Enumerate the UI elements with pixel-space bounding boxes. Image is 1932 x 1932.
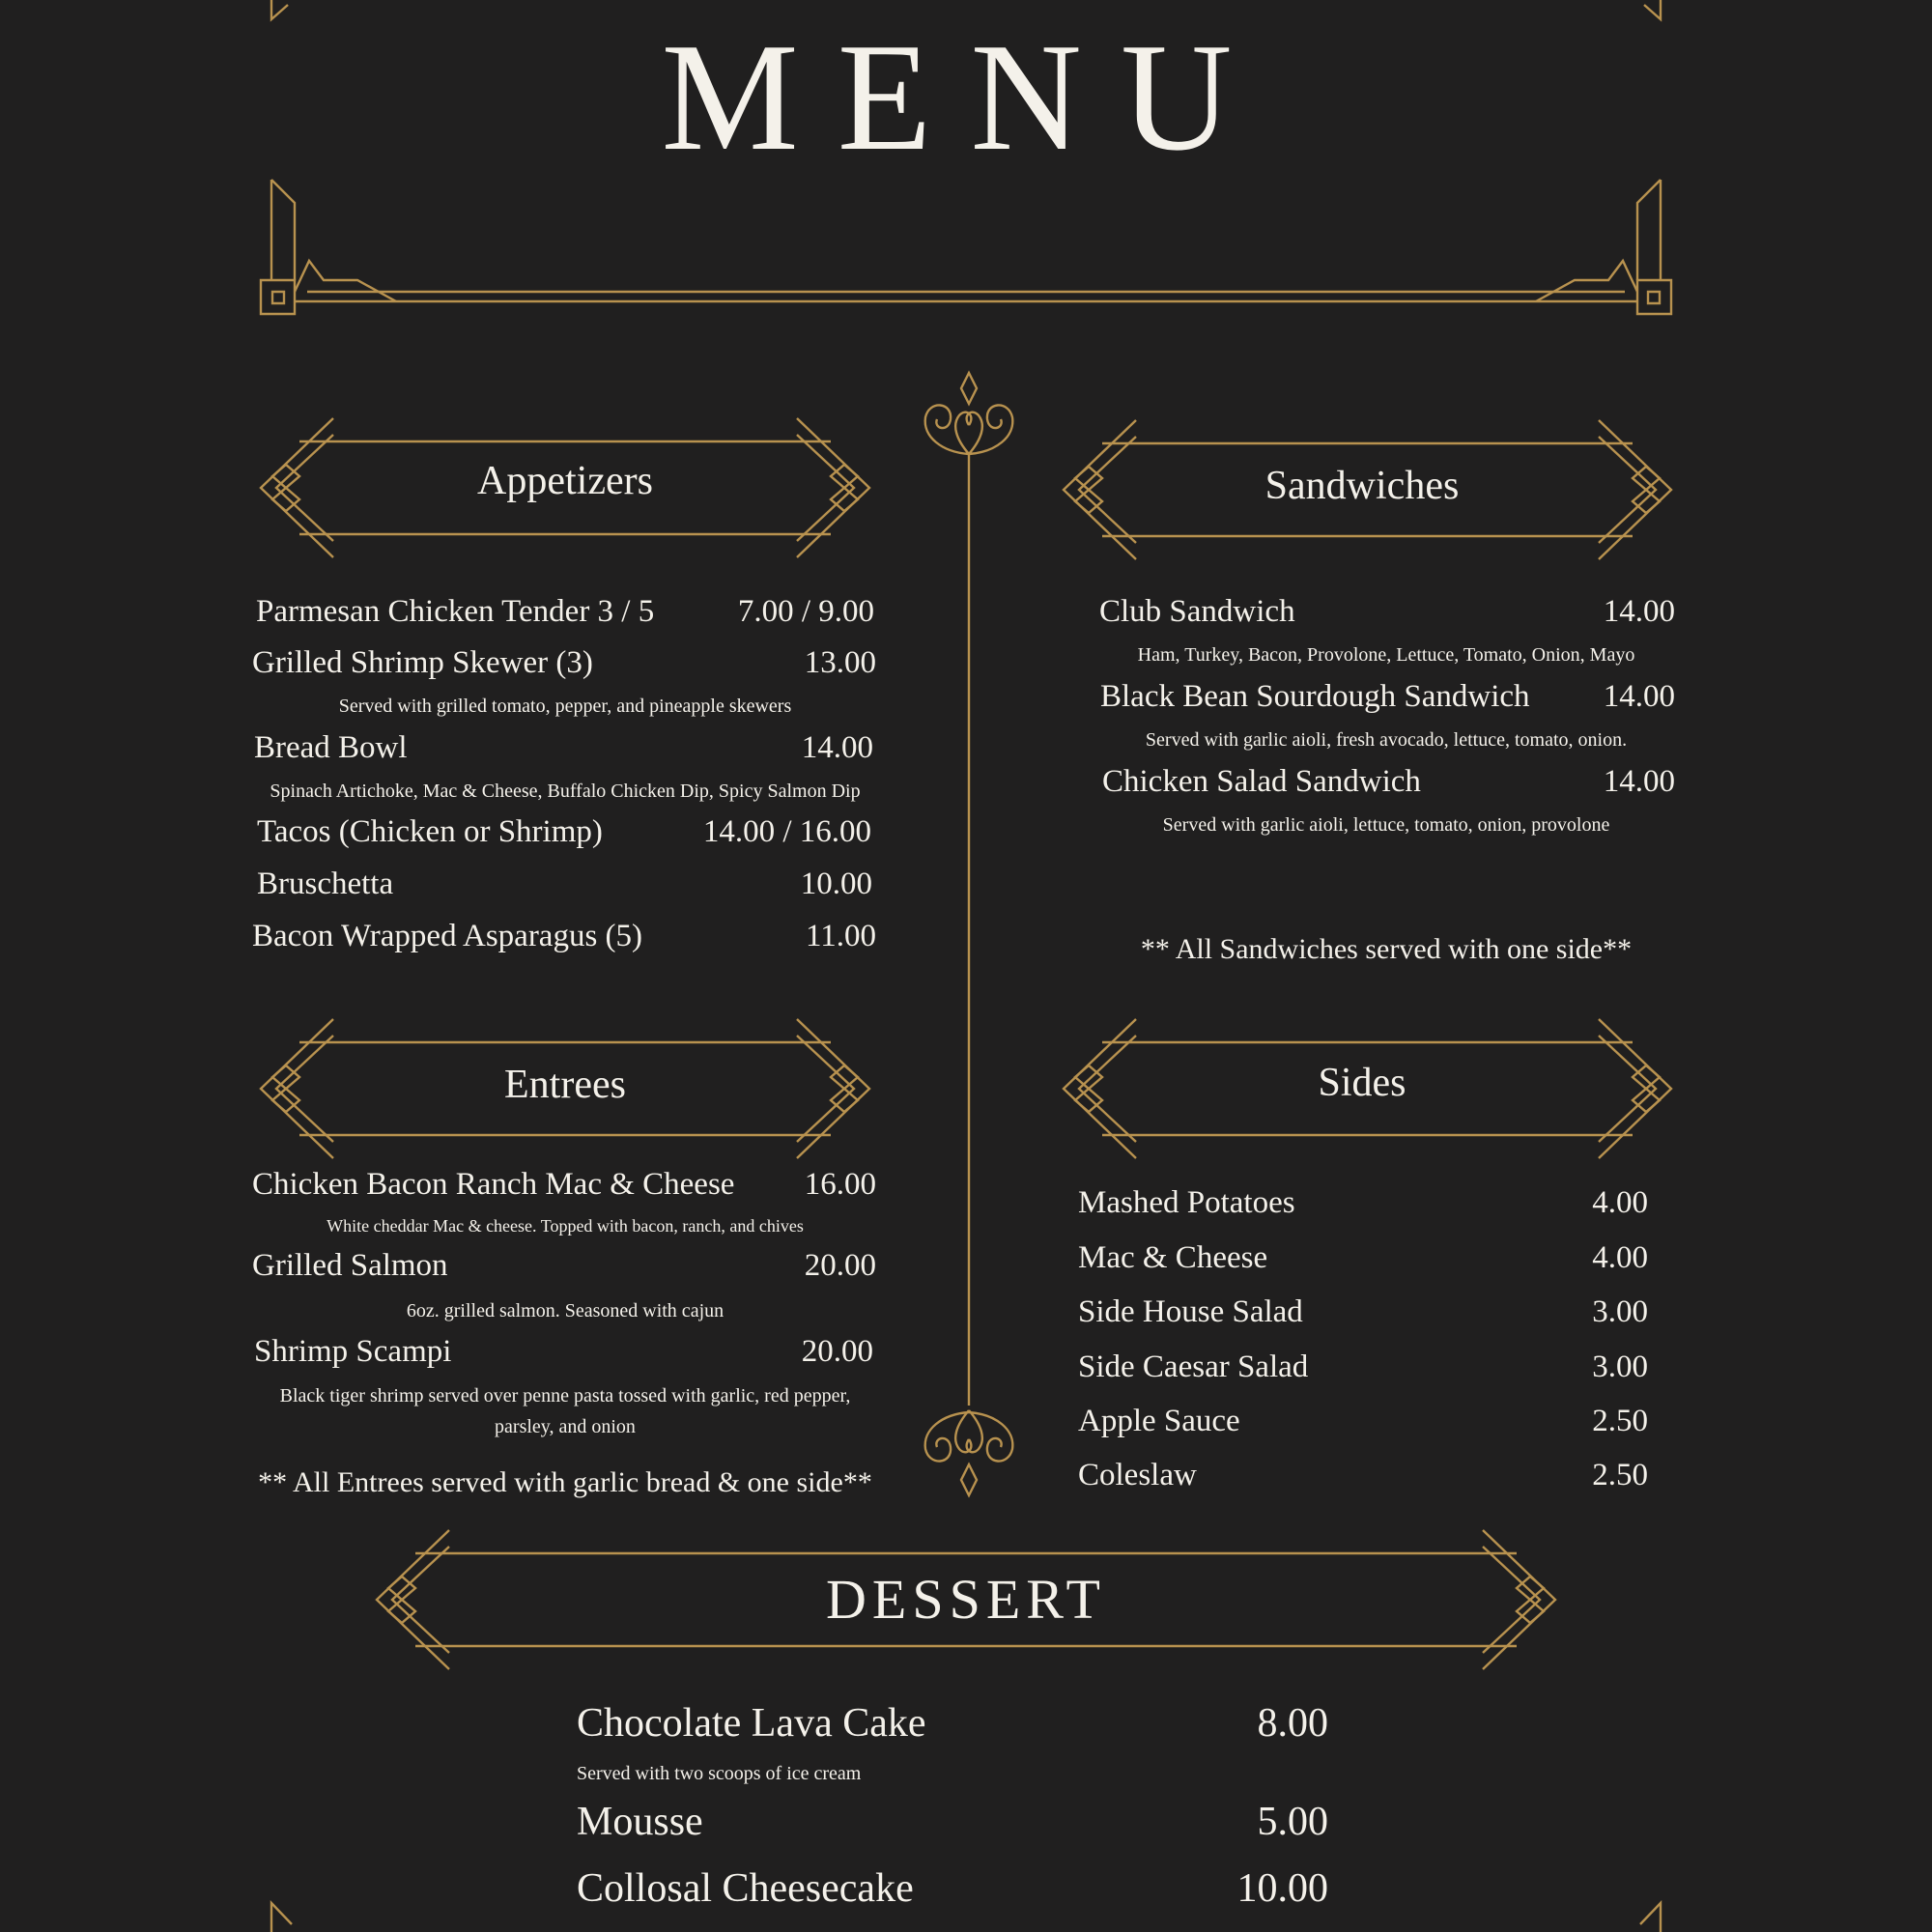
- bottom-left-corner-stub: [271, 1903, 292, 1932]
- item-name: Chicken Salad Sandwich: [1102, 764, 1421, 799]
- item-description: Served with garlic aioli, fresh avocado, lettuce, tomato, onion.: [1145, 729, 1628, 751]
- top-left-corner-stub: [271, 0, 288, 19]
- item-name: Club Sandwich: [1099, 594, 1295, 629]
- appetizers-heading: Appetizers: [477, 459, 653, 503]
- item-price: 14.00: [1603, 764, 1675, 799]
- sandwiches-heading: Sandwiches: [1264, 464, 1460, 508]
- item-description: 6oz. grilled salmon. Seasoned with cajun: [406, 1300, 724, 1321]
- item-price: 14.00: [801, 730, 873, 765]
- entrees-note: ** All Entrees served with garlic bread & one side**: [258, 1466, 872, 1498]
- item-name: Side House Salad: [1078, 1294, 1303, 1329]
- item-price: 13.00: [804, 645, 876, 680]
- item-name: Chocolate Lava Cake: [577, 1701, 926, 1746]
- item-name: Tacos (Chicken or Shrimp): [257, 814, 603, 849]
- top-right-corner-stub: [1644, 0, 1661, 19]
- item-price: 14.00: [1603, 679, 1675, 714]
- entrees-heading: Entrees: [504, 1063, 626, 1107]
- sides-heading: Sides: [1318, 1061, 1406, 1105]
- item-description: Served with two scoops of ice cream: [577, 1763, 862, 1784]
- item-name: Mousse: [577, 1800, 703, 1844]
- item-description: Served with garlic aioli, lettuce, tomato, onion, provolone: [1162, 814, 1610, 836]
- item-name: Collosal Cheesecake: [577, 1866, 914, 1911]
- item-price: 3.00: [1592, 1294, 1648, 1329]
- item-name: Chicken Bacon Ranch Mac & Cheese: [252, 1167, 735, 1202]
- item-price: 11.00: [805, 919, 876, 953]
- item-price: 10.00: [1236, 1866, 1328, 1911]
- center-divider-ornament: [925, 373, 1013, 1495]
- item-name: Mac & Cheese: [1078, 1240, 1268, 1275]
- item-price: 20.00: [801, 1334, 873, 1369]
- sandwiches-note: ** All Sandwiches served with one side**: [1140, 933, 1633, 965]
- item-name: Parmesan Chicken Tender 3 / 5: [256, 594, 655, 629]
- item-name: Grilled Salmon: [252, 1248, 448, 1283]
- item-description: White cheddar Mac & cheese. Topped with bacon, ranch, and chives: [327, 1216, 804, 1236]
- item-price: 7.00 / 9.00: [737, 594, 874, 629]
- item-price: 4.00: [1592, 1240, 1648, 1275]
- item-price: 2.50: [1592, 1404, 1648, 1438]
- dessert-heading: DESSERT: [826, 1568, 1106, 1631]
- item-price: 10.00: [800, 867, 872, 901]
- item-name: Bruschetta: [257, 867, 394, 901]
- item-name: Bread Bowl: [254, 730, 408, 765]
- item-price: 16.00: [804, 1167, 876, 1202]
- item-name: Coleslaw: [1078, 1458, 1197, 1492]
- item-name: Shrimp Scampi: [254, 1334, 452, 1369]
- item-price: 14.00: [1603, 594, 1675, 629]
- item-price: 5.00: [1257, 1800, 1328, 1844]
- title-frame-ornament: [261, 180, 1671, 314]
- item-name: Black Bean Sourdough Sandwich: [1100, 679, 1530, 714]
- item-price: 20.00: [804, 1248, 876, 1283]
- item-name: Apple Sauce: [1078, 1404, 1240, 1438]
- item-name: Mashed Potatoes: [1078, 1185, 1295, 1220]
- item-name: Side Caesar Salad: [1078, 1350, 1309, 1384]
- item-price: 14.00 / 16.00: [702, 814, 871, 849]
- item-name: Grilled Shrimp Skewer (3): [252, 645, 593, 680]
- item-price: 4.00: [1592, 1185, 1648, 1220]
- item-description: Spinach Artichoke, Mac & Cheese, Buffalo Chicken Dip, Spicy Salmon Dip: [270, 781, 861, 802]
- item-price: 3.00: [1592, 1350, 1648, 1384]
- bottom-right-corner-stub: [1640, 1903, 1661, 1932]
- page-title: MENU: [661, 11, 1271, 183]
- item-description: Black tiger shrimp served over penne pasta tossed with garlic, red pepper, parsley, and onion: [279, 1385, 851, 1437]
- item-description: Served with grilled tomato, pepper, and pineapple skewers: [338, 696, 792, 717]
- item-description: Ham, Turkey, Bacon, Provolone, Lettuce, Tomato, Onion, Mayo: [1137, 644, 1635, 666]
- item-price: 8.00: [1257, 1701, 1328, 1746]
- item-price: 2.50: [1592, 1458, 1648, 1492]
- item-name: Bacon Wrapped Asparagus (5): [252, 919, 643, 953]
